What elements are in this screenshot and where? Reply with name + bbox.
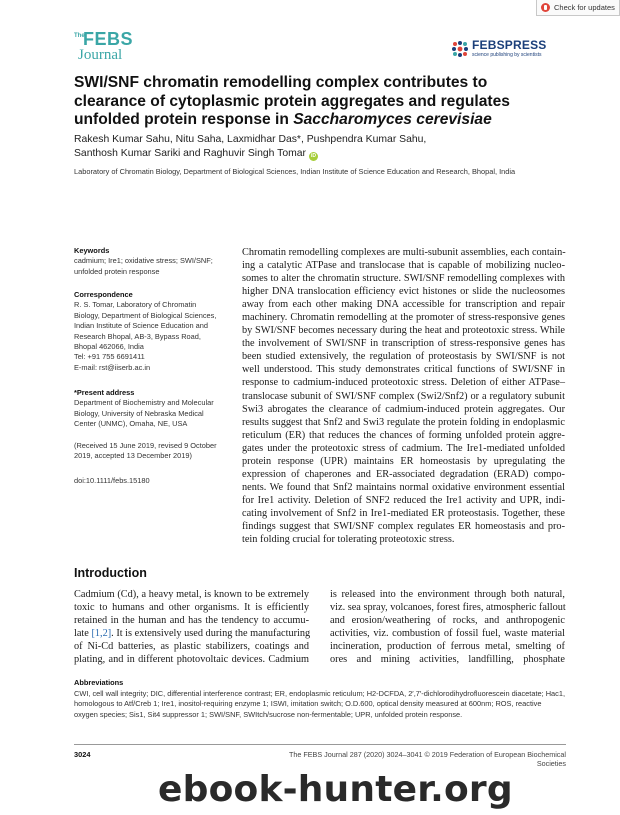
- keywords-line: cadmium; Ire1; oxidative stress; SWI/SNF;: [74, 256, 213, 266]
- correspondence-line: Indian Institute of Science Education and: [74, 321, 208, 331]
- page-number: 3024: [74, 750, 91, 759]
- abstract-line: reticulum (ER) that reduces the chances of forming unfolded protein aggre-: [242, 429, 565, 441]
- title-main: SWI/SNF chromatin remodelling complex contributes to clearance of cytoplasmic protein aggregates and regulates unfolded protein response in: [74, 74, 510, 128]
- abstract-line: nents. We found that Snf2 maintains normal oxidative environment essential: [242, 481, 565, 493]
- press-name: FEBSPRESS: [472, 38, 547, 52]
- intro-line: incineration, production of ferrous metal, smelting of: [330, 641, 565, 653]
- intro-line: plating, and in different photovoltaic devices. Cadmium: [74, 654, 309, 666]
- correspondence-heading: Correspondence: [74, 290, 133, 299]
- abbreviations-text: CWI, cell wall integrity; DIC, differential interference contrast; ER, endoplasmic reticulum; H2-DCFDA, 2′,7′-dichlorodihydrofluorescein diacetate; Hac1, homologous to Atf/Creb 1; Ire1, inositol-requiring enzyme 1; ISWI, imitation switch; O.D.600, optical density measured at 600nm; ROS, reactive oxygen species; Sis1, Sit4 suppressor 1; SWI/SNF, SWItch/sucrose non-fermentable; UPR, unfolded protein response.: [74, 689, 566, 719]
- present-address-heading: *Present address: [74, 388, 135, 397]
- abstract-line: translocase subunit of SWI/SNF complex (Swi2/Snf2) or a regulatory subunit: [242, 390, 565, 402]
- introduction-left-column: [74, 588, 309, 666]
- press-tagline: science publishing by scientists: [472, 52, 542, 58]
- intro-line: and erosion/weathering of rocks, and anthropogenic: [330, 615, 565, 627]
- febs-journal-logo: [74, 30, 146, 68]
- affiliation: Laboratory of Chromatin Biology, Department of Biological Sciences, Indian Institute of Science Education and Research, Bhopal, India: [74, 167, 516, 176]
- introduction-right-column: [330, 588, 565, 666]
- correspondence-line: Tel: +91 755 6691411: [74, 352, 145, 362]
- authors-line-2: Santhosh Kumar Sariki and Raghuvir Singh Tomar: [74, 148, 306, 159]
- abstract-line: response to cadmium-induced proteotoxic stress. Deletion of either ATPase–: [242, 377, 565, 389]
- abstract-line: findings suggest that SWI/SNF complex regulates ER homeostasis and pro-: [242, 520, 565, 532]
- intro-line: ores and mining activities, landfilling, phosphate: [330, 654, 565, 666]
- keywords-line: unfolded protein response: [74, 266, 160, 276]
- intro-line: toxic to humans and other organisms. It is efficiently: [74, 602, 309, 614]
- abstract-line: machinery. Chromatin remodelling at the promoter of stress-responsive genes: [242, 312, 565, 324]
- intro-line: Cadmium (Cd), a heavy metal, is known to be extremely: [74, 589, 309, 600]
- doi[interactable]: doi:10.1111/febs.15180: [74, 476, 150, 485]
- abstract-line: Chromatin remodelling complexes are multi-subunit assemblies, each contain-: [242, 247, 566, 258]
- logo-the: The: [74, 33, 85, 39]
- correspondence-email[interactable]: E-mail: rst@iiserb.ac.in: [74, 362, 151, 372]
- correspondence-line: Bhopal 462066, India: [74, 342, 144, 352]
- intro-line: late [1,2]. It is extensively used during the manufacturing: [74, 628, 311, 640]
- abstract-line: been studied extensively, the regulation of proteostasis by SWI/SNF is not: [242, 351, 565, 363]
- correspondence-line: Biology, Department of Biological Sciences,: [74, 310, 217, 320]
- keywords-heading: Keywords: [74, 246, 110, 255]
- abstract-line: gates under the proteotoxic stress of cadmium. The Ire1-mediated unfolded: [242, 442, 565, 454]
- watermark: ebook-hunter.org: [158, 769, 513, 810]
- update-icon: [541, 3, 550, 12]
- abstract-line: Swi3 abrogates the clearance of cadmium-induced protein aggregates. Our: [242, 403, 565, 415]
- present-address-line: Center (UNMC), Omaha, NE, USA: [74, 419, 188, 429]
- authors-line-1: Rakesh Kumar Sahu, Nitu Saha, Laxmidhar Das*, Pushpendra Kumar Sahu,: [74, 134, 427, 145]
- check-for-updates-label: Check for updates: [554, 3, 615, 12]
- author-list: [74, 133, 544, 161]
- intro-line: is released into the environment through both natural,: [330, 589, 565, 600]
- abstract-line: for Ire1 activity. Deletion of SNF2 reduced the Ire1 activity and UPR, indi-: [242, 494, 565, 506]
- present-address-block: [74, 388, 224, 430]
- article-title: [74, 74, 554, 130]
- abstract-line: tein folding crucial for tolerating proteotoxic stress.: [242, 534, 455, 546]
- journal-reference: The FEBS Journal 287 (2020) 3024–3041 © 2019 Federation of European Biochemical Societies: [288, 750, 566, 768]
- abstract-line: expression of chaperones and ER-associated degradation (ERAD) compo-: [242, 468, 565, 480]
- keywords-block: [74, 246, 224, 277]
- received-dates: [74, 441, 224, 462]
- abbreviations-heading: Abbreviations: [74, 678, 124, 687]
- correspondence-block: [74, 290, 224, 373]
- abstract-line: higher DNA translocation efficiency evict histones or slide the nucleosomes: [242, 286, 565, 298]
- correspondence-line: R. S. Tomar, Laboratory of Chromatin: [74, 300, 197, 310]
- abstract-line: away from each other making DNA accessible for transcription and repair: [242, 299, 565, 311]
- citation-link[interactable]: [1,2]: [91, 628, 112, 640]
- abstract-line: results suggest that Snf2 and Swi3 regulate the protein folding in endoplasmic: [242, 416, 565, 428]
- intro-line: viz. sea spray, volcanoes, forest fires, atmospheric fallout: [330, 602, 566, 614]
- abstract: [242, 246, 565, 546]
- correspondence-line: Research Bhopal, AB-3, Bypass Road,: [74, 331, 201, 341]
- intro-line: of Ni-Cd batteries, as plastic stabilizers, coatings and: [74, 641, 309, 653]
- abstract-line: ing a catalytic ATPase and translocase that is capable of mobilizing nucleo-: [242, 260, 565, 272]
- received-line: (Received 15 June 2019, revised 9 October: [74, 441, 217, 450]
- febs-press-logo: [451, 38, 551, 62]
- abstract-line: by SWI/SNF becomes necessary during the heat and proteotoxic stress. While: [242, 325, 565, 337]
- introduction-heading: Introduction: [74, 566, 147, 580]
- received-line: 2019, accepted 13 December 2019): [74, 451, 192, 461]
- abstract-line: the involvement of SWI/SNF in transcription of stress-responsive genes has: [242, 338, 565, 350]
- intro-line: retained in the human and has the tendency to accumu-: [74, 615, 309, 627]
- title-species: Saccharomyces cerevisiae: [293, 111, 492, 128]
- intro-line: activities, viz. combustion of fossil fuel, waste material: [330, 628, 565, 640]
- present-address-line: Biology, University of Nebraska Medical: [74, 408, 204, 418]
- check-for-updates-button[interactable]: [536, 0, 620, 16]
- abstract-line: protein response (UPR) maintains ER homeostasis by upregulating the: [242, 455, 565, 467]
- footer-rule: [74, 744, 566, 745]
- logo-febs: FEBS: [83, 29, 134, 49]
- febs-press-mark-icon: [451, 40, 469, 58]
- orcid-icon[interactable]: iD: [311, 153, 316, 159]
- abstract-line: somes to alter the chromatin structure. SWI/SNF remodelling complexes with: [242, 273, 565, 285]
- present-address-line: Department of Biochemistry and Molecular: [74, 398, 214, 408]
- abstract-line: well understood. This study demonstrates critical functions of SWI/SNF in: [242, 364, 565, 376]
- logo-journal: Journal: [78, 47, 123, 63]
- abstract-line: cating involvement of Snf2 in Ire1-mediated ER proteostasis. Together, these: [242, 507, 565, 519]
